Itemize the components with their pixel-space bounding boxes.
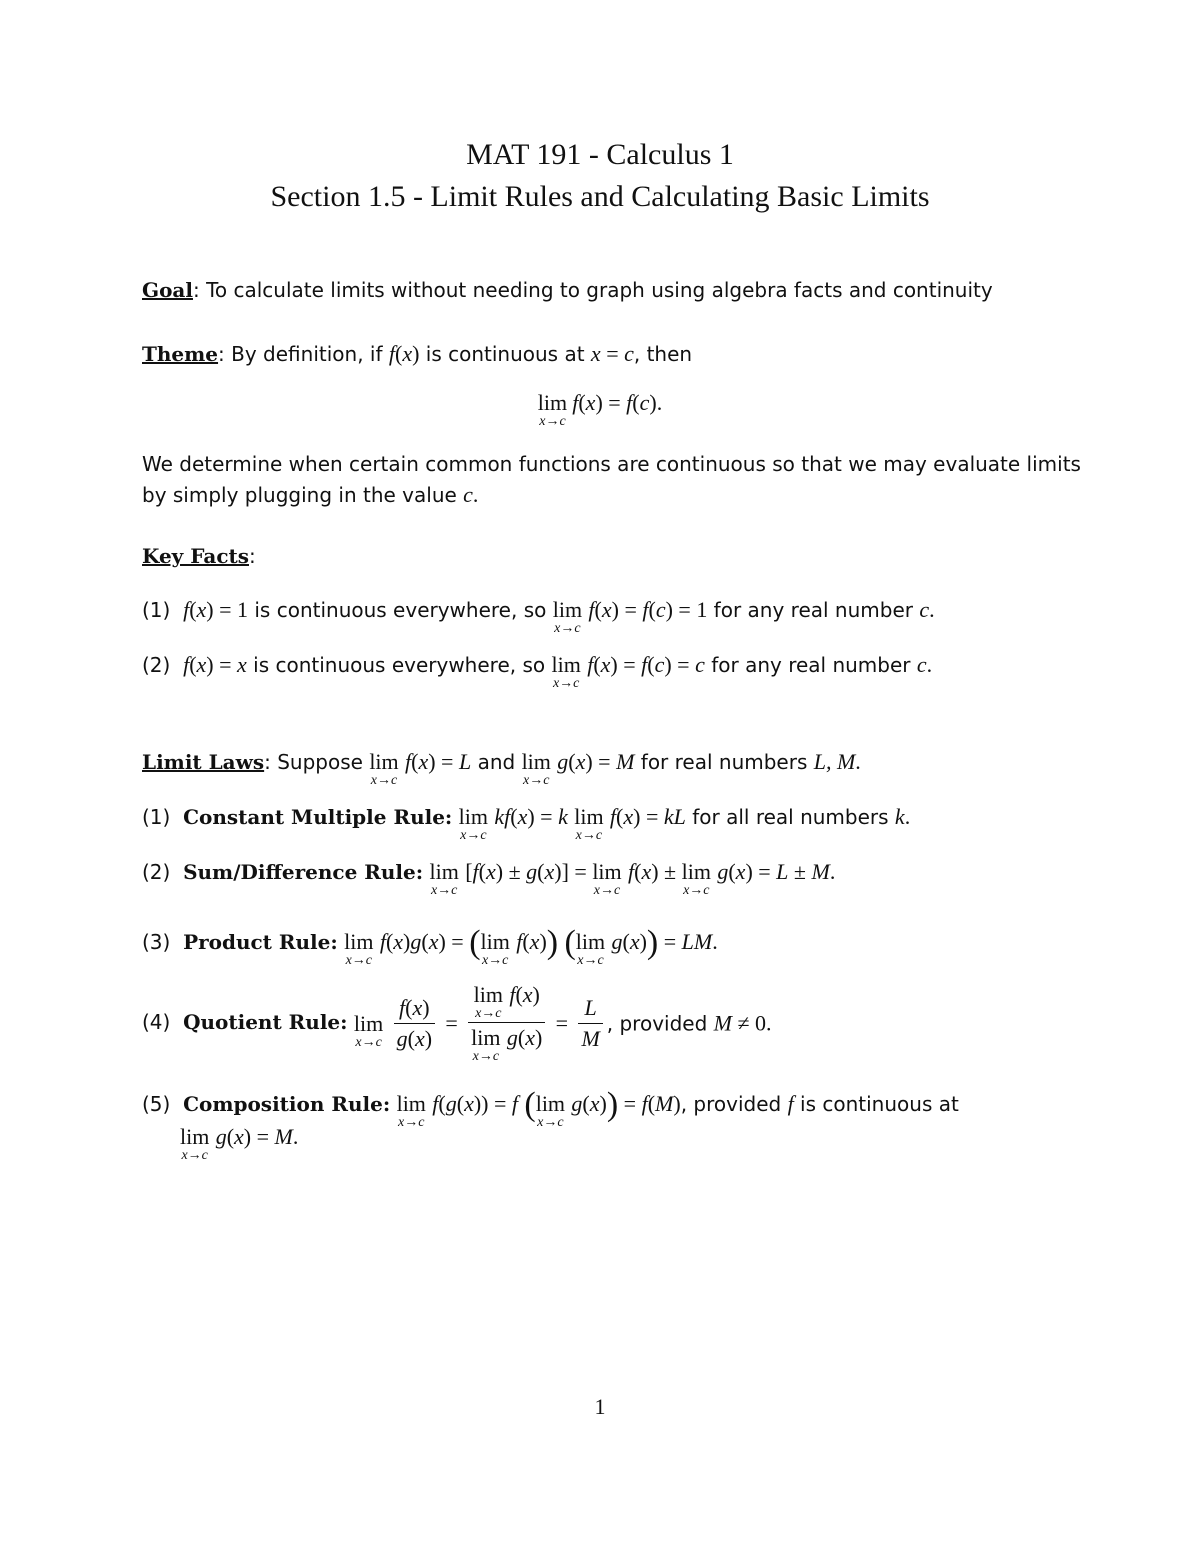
rule-composition-cont: lim x→c g(x) = M.: [180, 1124, 299, 1163]
limit-laws-intro: Limit Laws: Suppose lim x→c f(x) = L and lim x→c g(x) = M for real numbers L, M.: [142, 749, 861, 788]
theme-text-c: , then: [633, 342, 693, 366]
rule-product: (3) Product Rule: lim x→c f(x)g(x) = (lim x→c f(x)) (lim x→c g(x)) = LM.: [142, 924, 718, 968]
rule-quotient: (4) Quotient Rule: lim x→c $\frac{f(x)}{g(x)}$ = lim x→c f(x) lim x→c g(x) = $\frac{L}{M}$ , provided M ≠ 0.: [142, 982, 772, 1064]
key-facts-label: Key Facts: [142, 544, 249, 568]
limit-laws-label: Limit Laws: [142, 750, 265, 774]
theme-text-a: : By definition, if: [218, 342, 389, 366]
rule-constant-multiple: (1) Constant Multiple Rule: lim x→c kf(x) = k lim x→c f(x) = kL for all real numbers k.: [142, 804, 911, 843]
goal-text: : To calculate limits without needing to graph using algebra facts and continuity: [192, 278, 993, 302]
key-facts-heading: Key Facts:: [142, 544, 256, 568]
paragraph-line-1: We determine when certain common functions are continuous so that we may evaluate limits: [142, 452, 1081, 476]
theme-fx: f: [388, 341, 395, 366]
theme-display-equation: lim x→c f(x) = f(c).: [537, 390, 663, 429]
goal-line: [142, 278, 993, 302]
key-fact-item: (2) f(x) = x is continuous everywhere, so lim x→c f(x) = f(c) = c for any real number c.: [142, 652, 933, 691]
paragraph-line-2: by simply plugging in the value c.: [142, 482, 479, 507]
theme-line: Theme: By definition, if f(x) is continuous at x = c, then: [142, 341, 693, 366]
theme-label: Theme: [142, 342, 219, 366]
page-title: MAT 191 - Calculus 1: [466, 138, 734, 171]
section-title: Section 1.5 - Limit Rules and Calculating Basic Limits: [270, 180, 930, 213]
rule-sum-difference: (2) Sum/Difference Rule: lim x→c [f(x) ± g(x)] = lim x→c f(x) ± lim x→c g(x) = L ± M.: [142, 859, 836, 898]
key-fact-item: (1) f(x) = 1 is continuous everywhere, so lim x→c f(x) = f(c) = 1 for any real number c.: [142, 597, 935, 636]
page-number: 1: [594, 1394, 606, 1419]
goal-label: Goal: [142, 278, 193, 302]
theme-text-b: is continuous at: [419, 342, 591, 366]
rule-composition: (5) Composition Rule: lim x→c f(g(x)) = f (lim x→c g(x)) = f(M), provided f is continuous at: [142, 1086, 959, 1130]
